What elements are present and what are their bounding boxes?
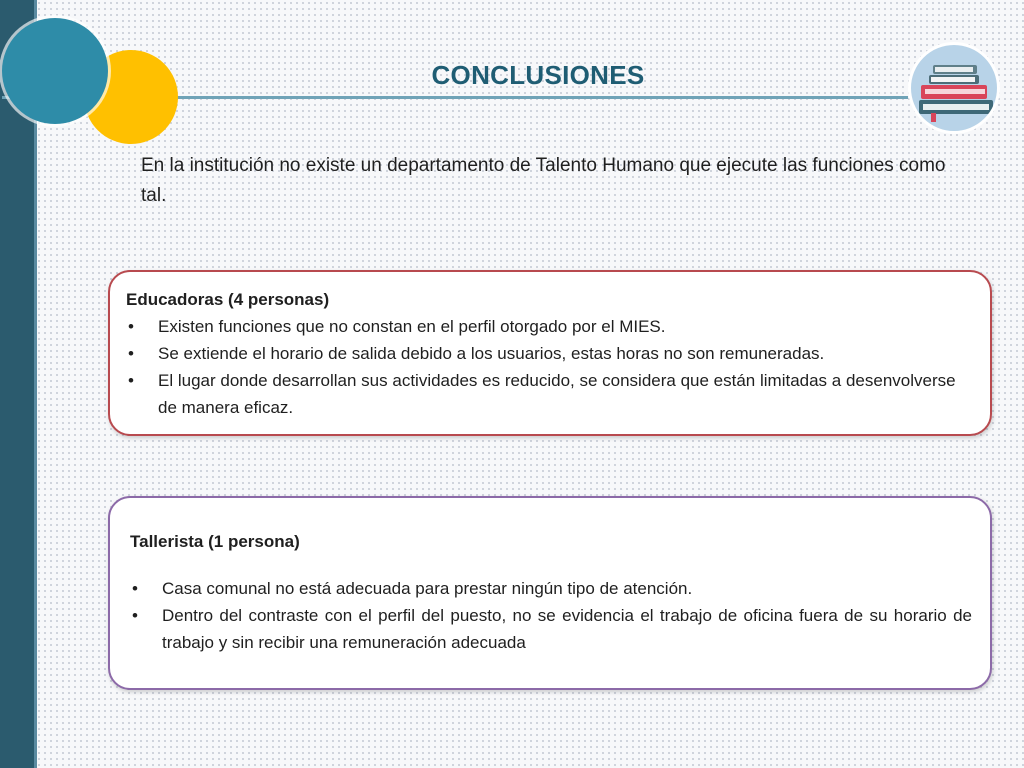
tallerista-card	[108, 496, 992, 690]
list-item-text: Casa comunal no está adecuada para prestar ningún tipo de atención.	[162, 579, 693, 598]
list-item-text: Existen funciones que no constan en el perfil otorgado por el MIES.	[158, 317, 666, 336]
title-underline	[176, 96, 908, 99]
bullet-icon: •	[128, 344, 134, 363]
list-item-text: Se extiende el horario de salida debido a los usuarios, estas horas no son remuneradas.	[158, 344, 825, 363]
list-item	[126, 313, 972, 340]
books-icon	[908, 42, 1000, 134]
card-heading: Educadoras (4 personas)	[126, 290, 330, 309]
list-item	[126, 367, 972, 421]
bullet-icon: •	[128, 371, 134, 390]
educadoras-card	[108, 270, 992, 436]
bullet-list	[130, 575, 972, 656]
intro-text: En la institución no existe un departamento de Talento Humano que ejecute las funciones como tal.	[141, 155, 946, 206]
list-item	[130, 602, 972, 656]
bullet-icon: •	[132, 606, 138, 625]
bullet-list	[126, 313, 972, 421]
list-item	[126, 340, 972, 367]
spacer	[130, 555, 972, 575]
list-item-text: El lugar donde desarrollan sus actividades es reducido, se considera que están limitadas a desenvolverse de manera eficaz.	[158, 371, 956, 417]
bullet-icon: •	[132, 579, 138, 598]
list-item	[130, 575, 972, 602]
list-item-text: Dentro del contraste con el perfil del puesto, no se evidencia el trabajo de oficina fuera de su horario de trabajo y sin recibir una remuneración adecuada	[162, 606, 972, 652]
card-heading: Tallerista (1 persona)	[130, 532, 300, 551]
bullet-icon: •	[128, 317, 134, 336]
slide-title: CONCLUSIONES	[431, 60, 645, 90]
